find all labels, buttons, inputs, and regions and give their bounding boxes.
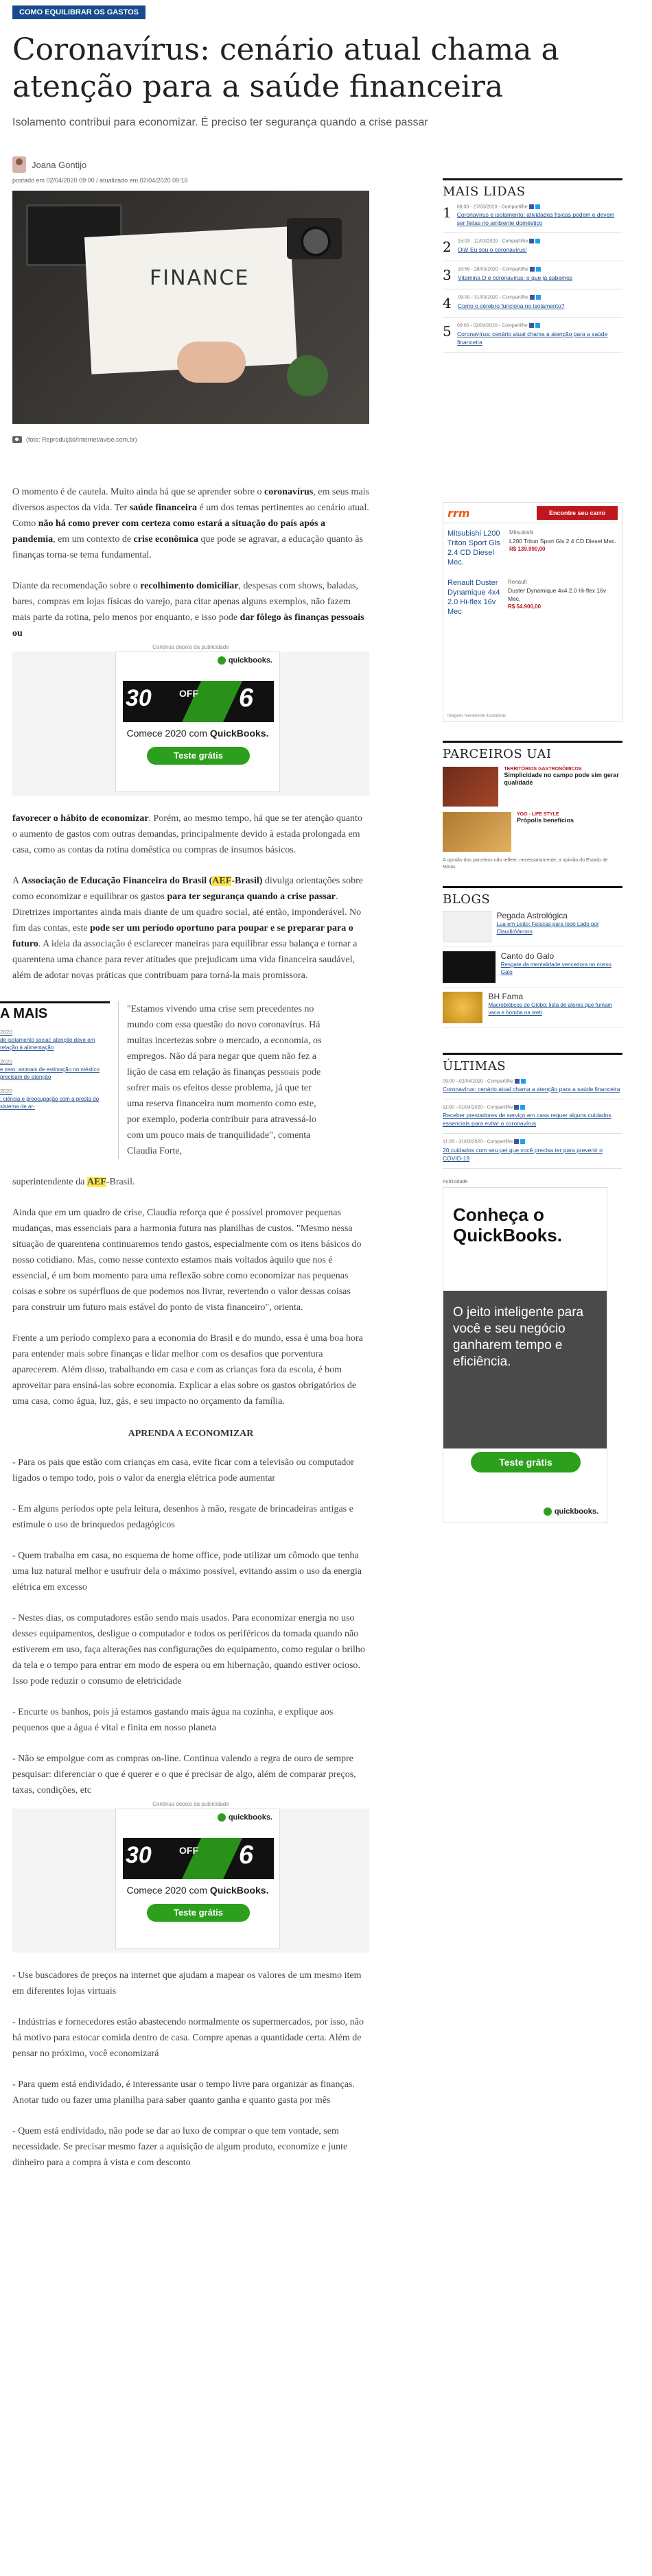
- partner-image[interactable]: [443, 812, 511, 852]
- quote-block: [0, 1001, 369, 1159]
- partners-title: PARCEIROS UAI: [443, 741, 622, 761]
- tip-item: - Quem trabalha em casa, no esquema de home office, pode utilizar um cômodo que tenha uma luz natural melhor e usufruir dela o máximo possível, evitando assim o uso da energia elétrica em excesso: [12, 1551, 362, 1593]
- related-box: [0, 1001, 110, 1159]
- blogs-title: BLOGS: [443, 886, 622, 907]
- blog-item[interactable]: Canto do Galo Resgate da mentalidade vencedora no nosso Galo: [443, 947, 622, 988]
- blog-logo[interactable]: [443, 951, 496, 983]
- blog-item[interactable]: Pegada Astrológica Lua em Leão: Faíscas para todo Lado por ClaudioVaronn: [443, 907, 622, 947]
- pull-quote: "Estamos vivendo uma crise sem precedentes no mundo com essa questão do novo coronavírus. Há muitas incertezas sobre o mercado, a economia, os empregos. Não dá para negar que quem não fez a lição de casa em relação às finanças pessoais pode sofrer mais os efeitos desse problema, já que ter uma reserva financeira num momento como este, por exemplo, poderia contribuir para atravessá-lo com um pouco mais de tranquilidade", comenta Claudia Forte,: [118, 1001, 324, 1159]
- blog-logo[interactable]: [443, 911, 491, 942]
- paragraph-6: Ainda que em um quadro de crise, Claudia reforça que é possível promover pequenas mudanças, mas essenciais para a harmonia futura nas planilhas de custos. "Mesmo nessa situação de quarentena continuaremos tendo gastos, especialmente com os itens básicos do nosso cotidiano. Mas, como nesse contexto estamos mais voltados àquilo que nos é essencial, é um bom momento para uma reflexão sobre como economizar nas pequenas coisas e sobre os supérfluos de que podemos nos livrar, revertendo o valor dessas coisas para construir um futuro mais estável do ponto de vista financeiro", orienta.: [12, 1208, 362, 1313]
- paragraph-1: O momento é de cautela. Muito ainda há que se aprender sobre o coronavírus, em seus mais diversos aspectos da vida. Ter saúde financeira é um dos temas pertinentes ao cenário atual. Como não há como prever com certeza como estará a situação do país após a pandemia, em um contexto de crise econômica que pode se agravar, a educação quanto às finanças torna-se tema fundamental.: [12, 487, 369, 560]
- tip-item: - Não se empolgue com as compras on-line. Continua valendo a regra de ouro de sempre pesquisar: diferenciar o que é querer e o que é precisar de algo, além de comparar preços, taxas, condições, etc: [12, 1754, 356, 1796]
- try-free-button[interactable]: Teste grátis: [147, 747, 250, 765]
- latest-item[interactable]: 11:00 - 01/04/2020 - Compartilhe Receber prestadores de serviço em casa requer alguns cuidados essenciais para evitar o coronavírus: [443, 1099, 622, 1134]
- main-column: [0, 144, 369, 2171]
- partners-disclaimer: A opinião dos parceiros não reflete, necessariamente, a opinião do Estado de Minas.: [443, 857, 608, 870]
- tip-item: - Para os pais que estão com crianças em casa, evite ficar com a televisão ou computador ligados o tempo todo, pois o valor da energia elétrica pode aumentar: [12, 1457, 354, 1483]
- section-kicker[interactable]: COMO EQUILIBRAR OS GASTOS: [12, 5, 145, 19]
- sidebar: [443, 178, 622, 1523]
- related-title: A MAIS: [0, 1001, 110, 1022]
- paragraph-3: favorecer o hábito de economizar. Porém, ao mesmo tempo, há que se ter atenção quanto o aumento de gastos com outras demandas, principalmente devido à estada prolongada em casa, como as contas da rotina doméstica ou compras de insumos básicos.: [12, 813, 362, 855]
- inline-ad[interactable]: [12, 1809, 369, 1953]
- tip-item: - Encurte os banhos, pois já estamos gastando mais água na cozinha, e explique aos pequenos que a água é vital e finita em nosso planeta: [12, 1707, 334, 1733]
- twitter-icon: [536, 267, 541, 272]
- facebook-icon: [514, 1139, 519, 1144]
- promo-off: OFF: [179, 688, 198, 699]
- author-row: [12, 156, 369, 173]
- tip-item: - Em alguns períodos opte pela leitura, desenhos à mão, resgate de brincadeiras antigas e estimule o uso de brinquedos pedagógicos: [12, 1504, 353, 1530]
- twitter-icon: [535, 239, 540, 243]
- plant-shape: [287, 355, 328, 396]
- promo-months: 6: [238, 684, 253, 713]
- promo-percent: 30: [126, 685, 152, 711]
- twitter-icon: [536, 295, 541, 300]
- blog-logo[interactable]: [443, 992, 482, 1023]
- hand-shape: [177, 342, 246, 383]
- promo-banner: [123, 681, 274, 722]
- green-stripe: [182, 1838, 242, 1879]
- ad-placeholder: [443, 365, 622, 495]
- paragraph-5: superintendente da AEF-Brasil.: [12, 1177, 135, 1187]
- related-item[interactable]: 2020 e zero: animais de estimação no ntéstico precisam de atenção: [0, 1059, 100, 1080]
- quickbooks-ad[interactable]: [115, 652, 280, 792]
- twitter-icon: [521, 1079, 526, 1084]
- car-ad-logo: rrm: [447, 506, 470, 520]
- most-read-item[interactable]: 1 08:30 - 27/03/2020 - Compartilhe Coronavírus e isolamento: atividades físicas podem e devem ser feitas no ambiente doméstico: [443, 199, 622, 233]
- ad-headline: Conheça o QuickBooks.: [453, 1204, 562, 1245]
- tip-item: - Quem está endividado, não pode se dar ao luxo de comprar o que tem vontade, sem necessidade. Se precisar mesmo fazer a aquisição de algum produto, economize e junte dinheiro para a compra à vista e com desconto: [12, 2126, 348, 2168]
- car-ad[interactable]: [443, 502, 622, 721]
- article-body: [0, 484, 369, 2171]
- car-image[interactable]: Mitsubishi L200 Triton Sport Gls 2.4 CD Diesel Mec.: [447, 529, 500, 567]
- caption-text: (foto: Reprodução/Internet/avise.com.br): [26, 436, 137, 443]
- twitter-icon: [535, 204, 540, 209]
- ad-label: Continua depois da publicidade: [152, 644, 229, 650]
- tip-item: - Indústrias e fornecedores estão abastecendo normalmente os supermercados, por isso, não há motivo para estocar comida dentro de casa. Compre apenas a quantidade certa. Além de pensar no próximo, você economizará: [12, 2017, 364, 2059]
- promo-percent: 30: [126, 1842, 152, 1868]
- quickbooks-logo: quickbooks.: [218, 1813, 272, 1822]
- facebook-icon: [515, 1079, 520, 1084]
- paragraph-7: Frente a um período complexo para a economia do Brasil e do mundo, essa é uma boa hora para entender mais sobre finanças e lidar melhor com os desafios que porventura aparecerem. Além disso, trabalhando em casa e com as crianças fora da escola, é bom aproveitar para ensiná-las sobre economia. Explicar a elas sobre os gastos obrigatórios de uma casa, como água, luz, gás, e seu impacto no orçamento da família.: [12, 1333, 363, 1407]
- tip-item: - Para quem está endividado, é interessante usar o tempo livre para organizar as finanças. Anotar tudo ou fazer uma planilha para saber quanto ganha e quanto gasta por mês: [12, 2079, 355, 2106]
- subheadline: Isolamento contribui para economizar. É preciso ter segurança quando a crise passar: [12, 117, 428, 128]
- most-read-title: MAIS LIDAS: [443, 178, 622, 199]
- facebook-icon: [529, 323, 534, 328]
- partner-item[interactable]: YOO - LIFE STYLE Própolis benefícios: [443, 812, 622, 852]
- quickbooks-side-ad[interactable]: [443, 1187, 607, 1523]
- related-item[interactable]: 2020 de isolamento social: atenção deve em relação à alimentação: [0, 1029, 95, 1051]
- ad-label: Publicidade: [443, 1179, 468, 1184]
- promo-off: OFF: [179, 1845, 198, 1856]
- car-ad-footnote: Imagens meramente ilustrativas: [447, 713, 507, 718]
- facebook-icon: [514, 1105, 519, 1110]
- camera-shape: [287, 218, 342, 259]
- most-read-item[interactable]: 5 09:00 - 02/04/2020 - Compartilhe Coronavírus: cenário atual chama a atenção para a saúde financeira: [443, 318, 622, 352]
- section-heading: APRENDA A ECONOMIZAR: [128, 1429, 254, 1439]
- paragraph-4: A Associação de Educação Financeira do Brasil (AEF-Brasil) divulga orientações sobre como economizar e equilibrar os gastos para ter segurança quando a crise passar. Diretrizes importantes ainda mais diante de um quadro social, até então, imponderável. No fim das contas, este pode ser um período oportuno para poupar e se preparar para o futuro. A ideia da associação é esclarecer maneiras para equilibrar essa balança e tornar a quarentena uma chance para rever atitudes que prejudicam uma vida financeira saudável, além de adotar novas práticas que contribuam para torná-la mais promissora.: [12, 876, 363, 981]
- dateline: postado em 02/04/2020 09:00 / atualizado em 02/04/2020 09:16: [12, 177, 188, 184]
- inline-ad[interactable]: [12, 652, 369, 796]
- green-stripe: [182, 681, 242, 722]
- car-listing[interactable]: Mitsubishi L200 Triton Sport Gls 2.4 CD Diesel Mec. Mitsubishi L200 Triton Sport Gls 2.4 CD Diesel Mec. R$ 139.990,00: [447, 529, 616, 567]
- hero-image: [12, 191, 369, 424]
- quickbooks-ad[interactable]: [115, 1809, 280, 1949]
- facebook-icon: [530, 295, 535, 300]
- camera-icon: [12, 436, 22, 443]
- author-avatar: [12, 156, 26, 173]
- latest-title: ÚLTIMAS: [443, 1053, 622, 1073]
- promo-line: Comece 2020 com QuickBooks.: [126, 1885, 269, 1896]
- finance-word: FINANCE: [150, 266, 250, 290]
- photo-caption: [12, 436, 369, 443]
- facebook-icon: [529, 239, 534, 243]
- promo-months: 6: [238, 1841, 253, 1870]
- partner-item[interactable]: TERRITÓRIOS GASTRONÔMICOS Simplicidade no campo pode sim gerar qualidade: [443, 767, 622, 807]
- promo-banner: [123, 1838, 274, 1879]
- page-title: Coronavírus: cenário atual chama a atenção para a saúde financeira: [12, 32, 559, 104]
- author-name[interactable]: Joana Gontijo: [32, 159, 87, 170]
- latest-item[interactable]: 09:00 - 02/04/2020 - Compartilhe Coronavírus: cenário atual chama a atenção para a saúde financeira: [443, 1073, 622, 1099]
- find-car-button[interactable]: Encontre seu carro: [537, 506, 618, 520]
- facebook-icon: [530, 267, 535, 272]
- twitter-icon: [520, 1139, 525, 1144]
- promo-line: Comece 2020 com QuickBooks.: [126, 728, 269, 739]
- most-read-item[interactable]: 4 09:00 - 31/03/2020 - Compartilhe Como o cérebro funciona no isolamento?: [443, 289, 622, 318]
- most-read-item[interactable]: 3 16:59 - 28/03/2020 - Compartilhe Vitamina D e coronavírus: o que já sabemos: [443, 261, 622, 289]
- related-item[interactable]: 2020 : ciência e preocupação com a presta do sistema de ar-: [0, 1088, 100, 1110]
- most-read-item[interactable]: 2 15:03 - 11/03/2020 - Compartilhe Olá! Eu sou o coronavírus!: [443, 233, 622, 261]
- ad-label: Continua depois da publicidade: [152, 1801, 229, 1807]
- quickbooks-logo: quickbooks.: [544, 1507, 598, 1516]
- tip-item: - Use buscadores de preços na internet que ajudam a mapear os valores de um mesmo item em diferentes lojas virtuais: [12, 1970, 362, 1996]
- car-image[interactable]: Renault Duster Dynamique 4x4 2.0 Hi-flex 16v Mec: [447, 578, 500, 616]
- blog-item[interactable]: BH Fama Macrobióticos do Globo: lista de atores que fumam vaca e bomba na web: [443, 988, 622, 1028]
- latest-item[interactable]: 11:28 - 31/03/2020 - Compartilhe 20 cuidados com seu pet que você precisa ter para prevenir o COVID-19: [443, 1134, 622, 1168]
- twitter-icon: [535, 323, 540, 328]
- quickbooks-logo: quickbooks.: [218, 656, 272, 665]
- car-ad-header: [443, 503, 622, 523]
- car-listing[interactable]: Renault Duster Dynamique 4x4 2.0 Hi-flex 16v Mec Renault Duster Dynamique 4x4 2.0 Hi-flex 16v Mec. R$ 54.900,00: [447, 578, 607, 616]
- tip-item: - Nestes dias, os computadores estão sendo mais usados. Para economizar energia no uso desses equipamentos, desligue o computador e todos os periféricos da tomada quando não estiverem em uso, faça alterações nas configurações do equipamento, como regular o brilho da tela e o tempo para entrar em modo de espera ou em hibernação, quando estiver ocioso. Isso pode reduzir o consumo de eletricidade: [12, 1613, 365, 1686]
- paragraph-2: Diante da recomendação sobre o recolhimento domiciliar, despesas com shows, baladas, bares, compras em lojas físicas do varejo, para citar apenas alguns exemplos, não fazem mais parte da rotina, pelo menos por enquanto, e isso pode dar fôlego às finanças pessoais ou: [12, 581, 364, 639]
- try-free-button[interactable]: Teste grátis: [471, 1452, 581, 1472]
- facebook-icon: [529, 204, 534, 209]
- twitter-icon: [520, 1105, 525, 1110]
- partner-image[interactable]: [443, 767, 498, 807]
- try-free-button[interactable]: Teste grátis: [147, 1904, 250, 1922]
- ad-body: O jeito inteligente para você e seu negócio ganharem tempo e eficiência.: [453, 1304, 584, 1369]
